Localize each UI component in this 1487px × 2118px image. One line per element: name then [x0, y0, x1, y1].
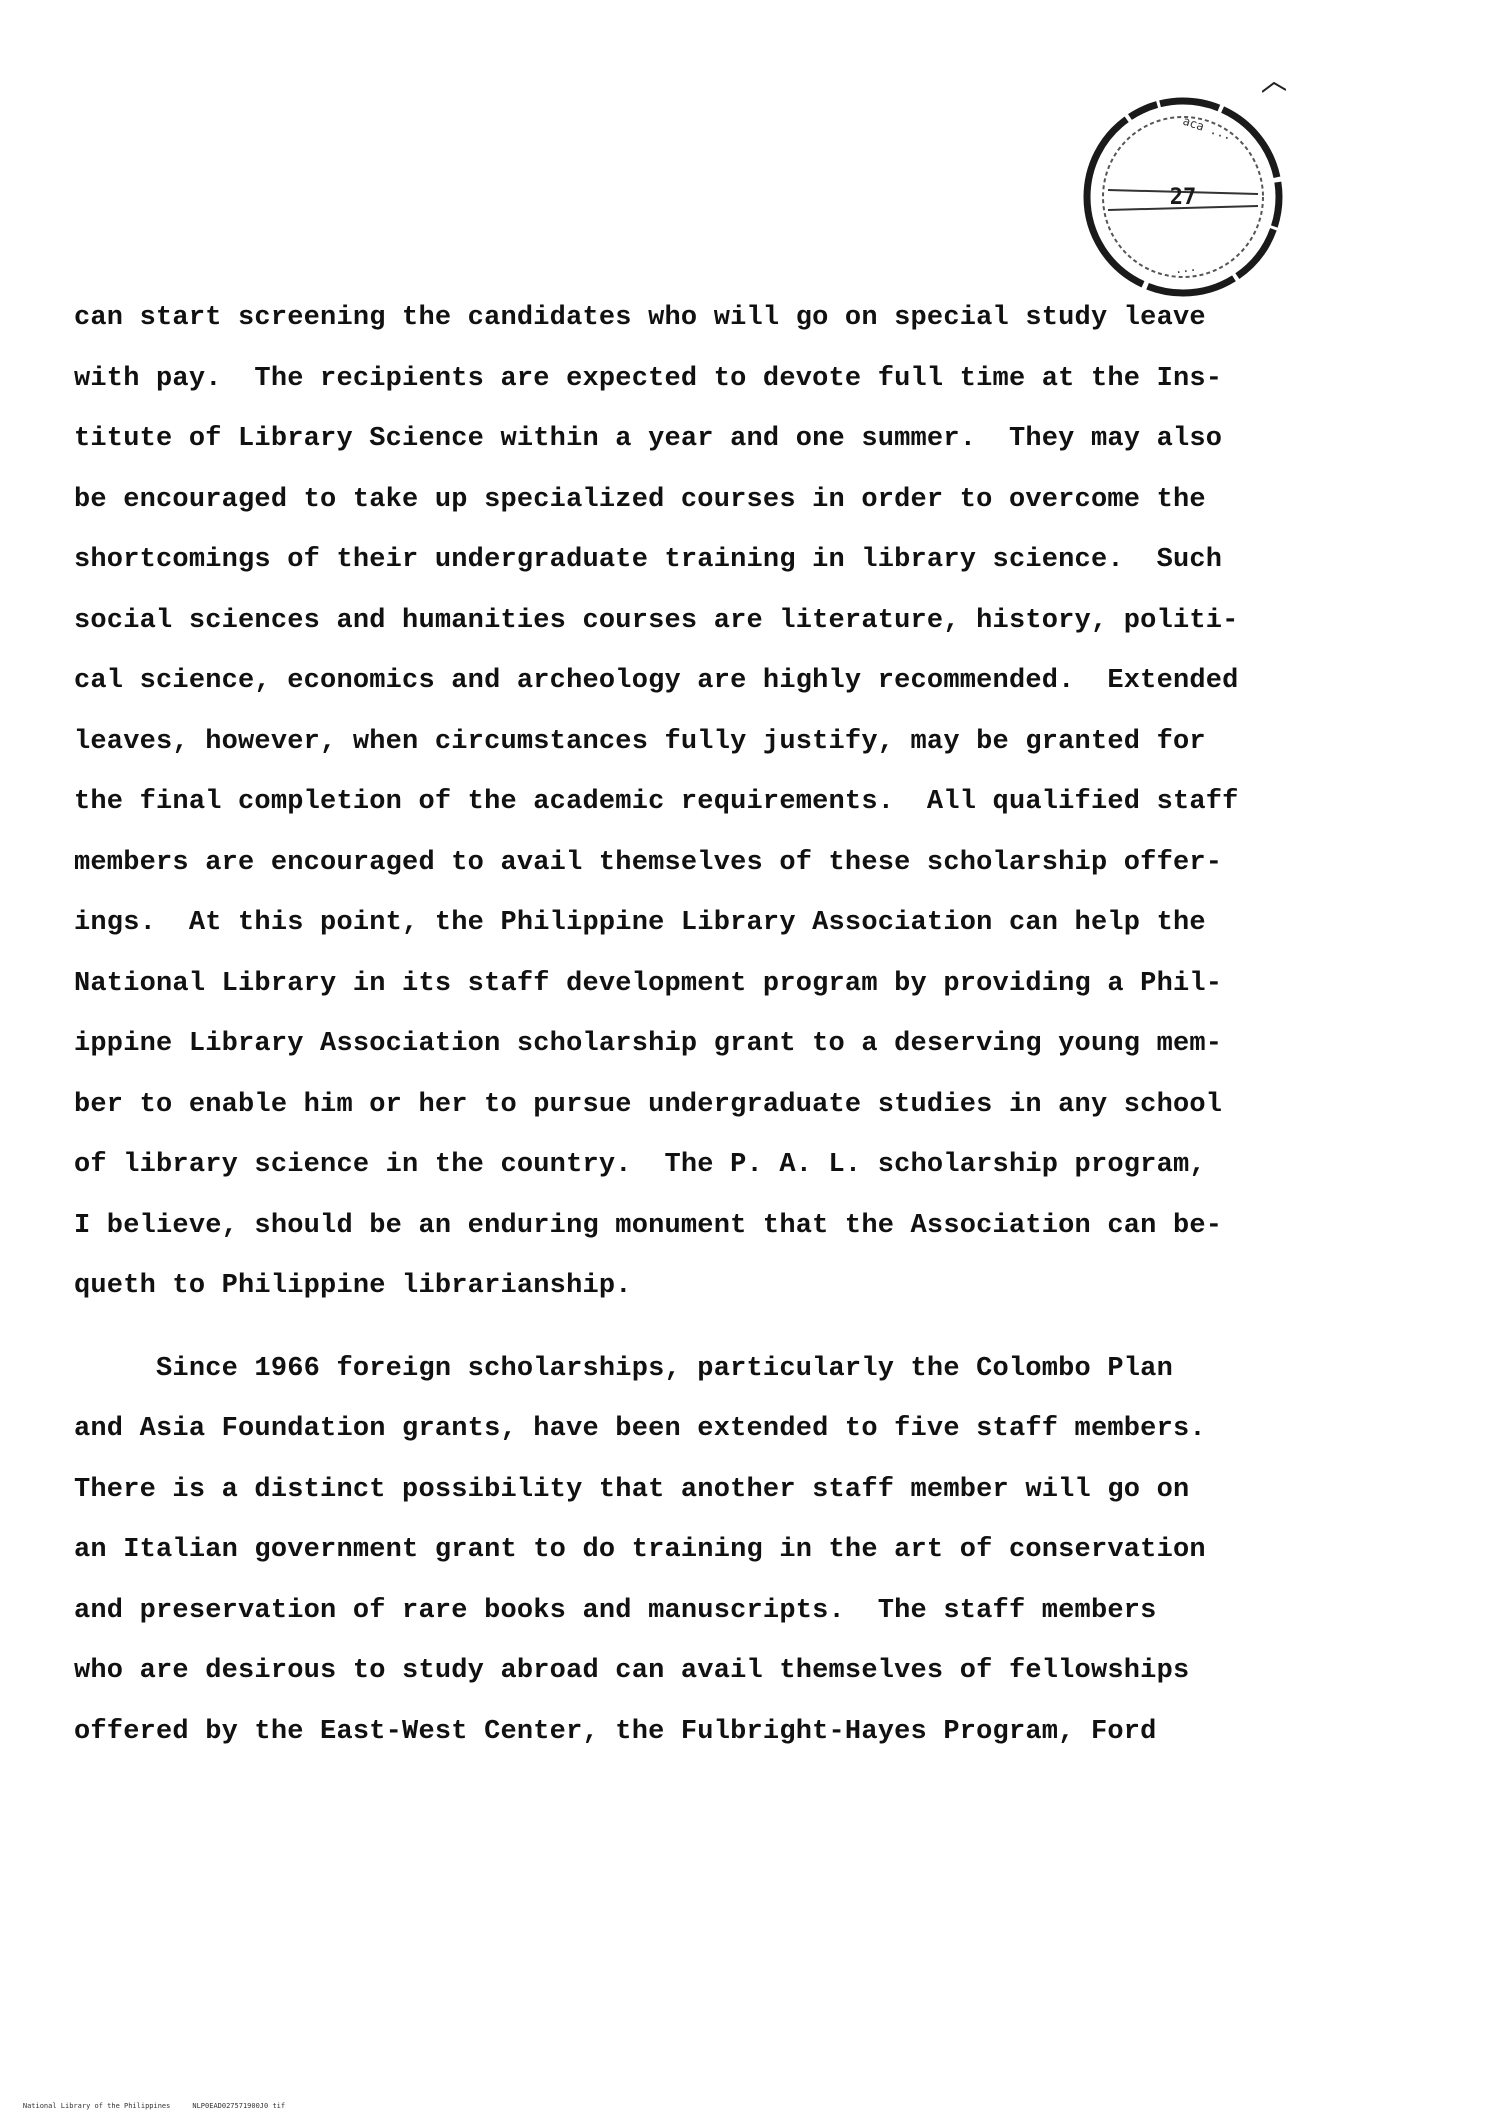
text-line: the final completion of the academic requirements. All qualified staff: [74, 787, 1239, 817]
text-line: and Asia Foundation grants, have been extended to five staff members.: [74, 1414, 1206, 1444]
corner-tick-icon: [1262, 82, 1286, 94]
paragraph-gap: [74, 1317, 1184, 1339]
text-line: leaves, however, when circumstances fully justify, may be granted for: [74, 726, 1206, 757]
footer-file: NLP0EAD027571900J0 tif: [192, 2102, 286, 2110]
text-line: social sciences and humanities courses are literature, history, politi-: [74, 605, 1239, 636]
text-line: I believe, should be an enduring monument that the Association can be-: [74, 1210, 1223, 1241]
text-line: who are desirous to study abroad can avail themselves of fellowships: [74, 1656, 1190, 1686]
text-line: ippine Library Association scholarship grant to a deserving young mem-: [74, 1029, 1223, 1059]
text-line: Since 1966 foreign scholarships, particularly the Colombo Plan: [74, 1353, 1173, 1384]
scan-footer: [6, 2094, 307, 2118]
text-line: titute of Library Science within a year and one summer. They may also: [74, 424, 1223, 454]
text-line: with pay. The recipients are expected to devote full time at the Ins-: [74, 363, 1223, 394]
paragraph-1: [74, 288, 1239, 1317]
text-line: of library science in the country. The P. A. L. scholarship program,: [74, 1150, 1206, 1180]
text-line: ber to enable him or her to pursue undergraduate studies in any school: [74, 1089, 1223, 1120]
text-line: ings. At this point, the Philippine Library Association can help the: [74, 908, 1206, 938]
text-line: an Italian government grant to do training in the art of conservation: [74, 1535, 1206, 1565]
text-line: shortcomings of their undergraduate training in library science. Such: [74, 545, 1223, 575]
text-line: cal science, economics and archeology are highly recommended. Extended: [74, 666, 1239, 696]
text-line: can start screening the candidates who will go on special study leave: [74, 303, 1206, 333]
document-body: [74, 288, 1239, 1762]
footer-source: National Library of the Philippines: [22, 2102, 171, 2110]
text-line: National Library in its staff development program by providing a Phil-: [74, 968, 1223, 999]
stamp-ring-bottom: ...: [1173, 259, 1198, 277]
receiving-stamp: [1078, 92, 1288, 302]
stamp-ring-top: аса ...: [1181, 113, 1234, 143]
text-line: and preservation of rare books and manuscripts. The staff members: [74, 1595, 1157, 1626]
text-line: queth to Philippine librarianship.: [74, 1271, 632, 1301]
text-line: offered by the East-West Center, the Fulbright-Hayes Program, Ford: [74, 1716, 1157, 1747]
text-line: There is a distinct possibility that another staff member will go on: [74, 1474, 1190, 1505]
stamp-icon: [1078, 92, 1288, 302]
paragraph-2: [74, 1339, 1206, 1763]
text-line: members are encouraged to avail themselves of these scholarship offer-: [74, 847, 1223, 878]
text-line: be encouraged to take up specialized courses in order to overcome the: [74, 484, 1206, 515]
stamp-number: 27: [1169, 185, 1197, 210]
